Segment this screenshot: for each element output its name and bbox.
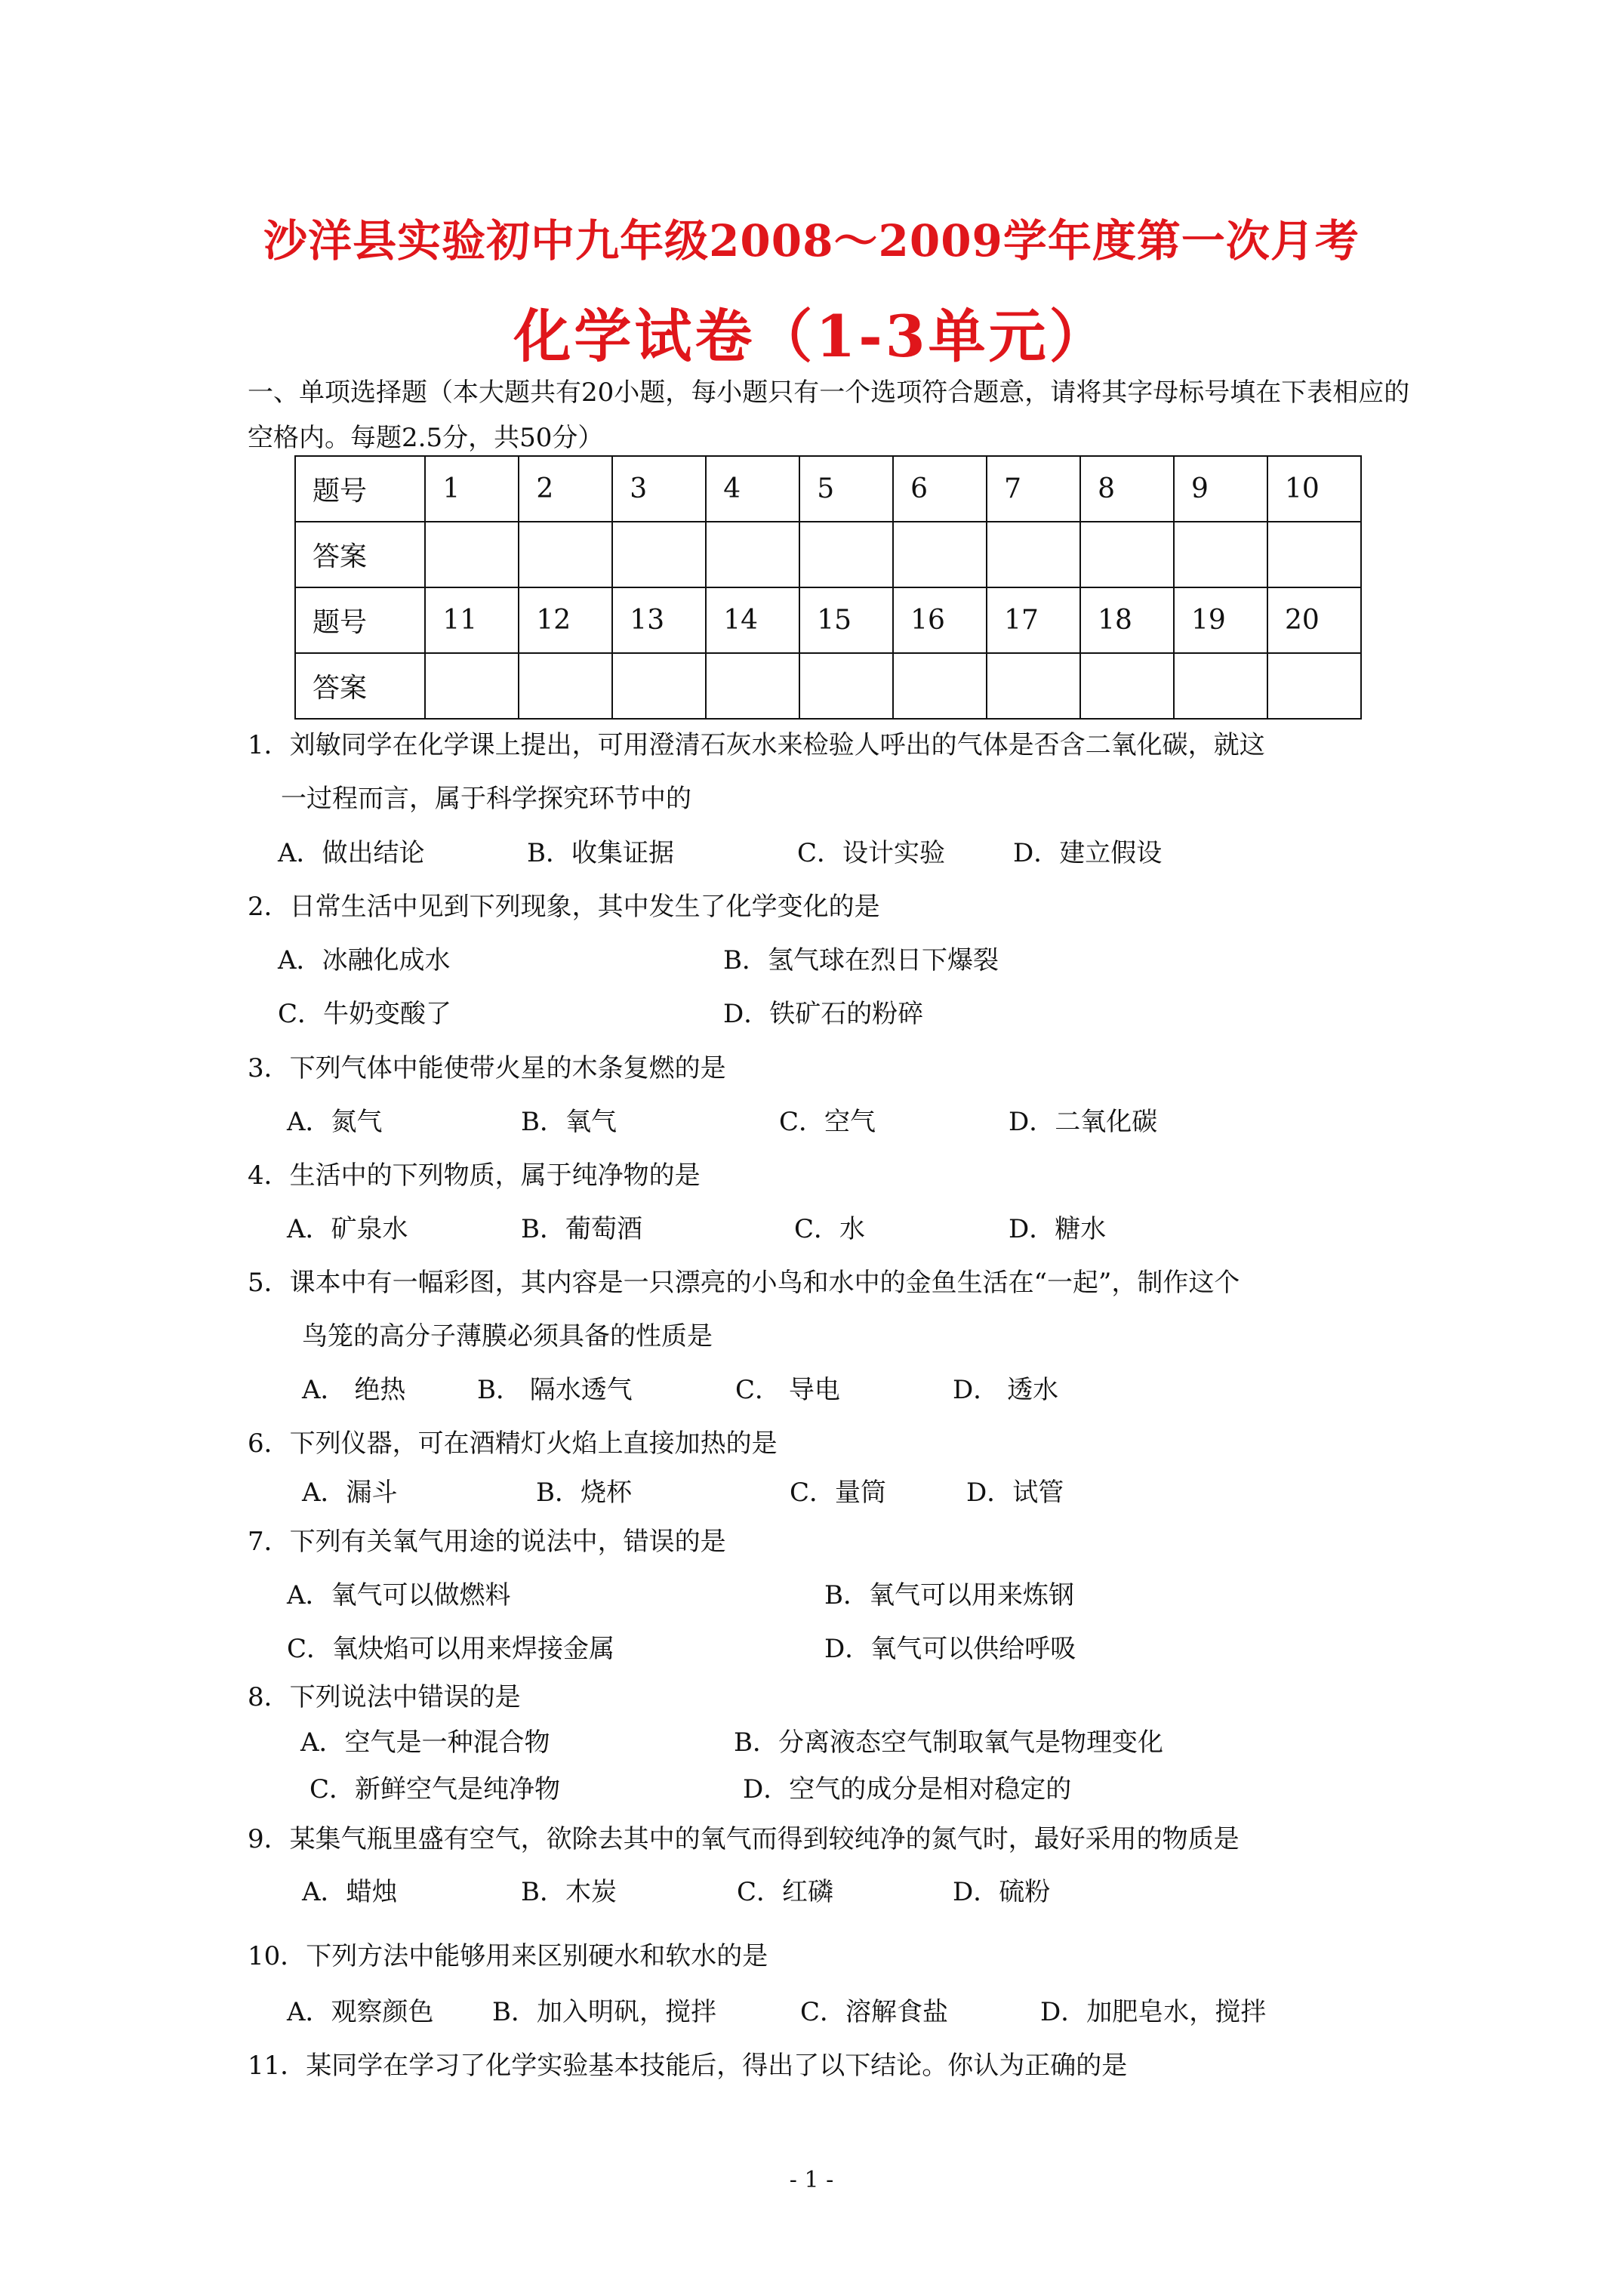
answer-cell[interactable] bbox=[1174, 522, 1267, 587]
answer-cell[interactable] bbox=[425, 522, 519, 587]
option-b[interactable]: B．氧气可以用来炼钢 bbox=[824, 1580, 1074, 1610]
question-10-stem: 10．下列方法中能够用来区别硬水和软水的是 bbox=[248, 1941, 768, 1971]
question-number-cell: 14 bbox=[706, 587, 799, 653]
answer-cell[interactable] bbox=[519, 522, 612, 587]
question-number-cell: 3 bbox=[612, 456, 706, 522]
option-a[interactable]: A．做出结论 bbox=[278, 838, 425, 868]
answer-cell[interactable] bbox=[987, 653, 1080, 719]
option-a[interactable]: A．观察颜色 bbox=[287, 1997, 434, 2027]
question-9-stem: 9．某集气瓶里盛有空气，欲除去其中的氧气而得到较纯净的氮气时，最好采用的物质是 bbox=[248, 1824, 1240, 1854]
answer-cell[interactable] bbox=[1080, 653, 1174, 719]
question-number-cell: 9 bbox=[1174, 456, 1267, 522]
question-number-cell: 10 bbox=[1267, 456, 1361, 522]
question-6-stem: 6．下列仪器，可在酒精灯火焰上直接加热的是 bbox=[248, 1428, 778, 1459]
row-label: 题号 bbox=[295, 587, 425, 653]
question-1-stem: 1．刘敏同学在化学课上提出，可用澄清石灰水来检验人呼出的气体是否含二氧化碳，就这 bbox=[248, 730, 1265, 760]
question-number-cell: 7 bbox=[987, 456, 1080, 522]
exam-title-line2: 化学试卷（1-3单元） bbox=[513, 303, 1110, 370]
answer-cell[interactable] bbox=[893, 653, 987, 719]
option-c[interactable]: C．红磷 bbox=[737, 1877, 834, 1907]
question-number-cell: 19 bbox=[1174, 587, 1267, 653]
question-4-stem: 4．生活中的下列物质，属于纯净物的是 bbox=[248, 1160, 701, 1191]
question-5-stem-cont: 鸟笼的高分子薄膜必须具备的性质是 bbox=[302, 1321, 713, 1351]
option-b[interactable]: B．分离液态空气制取氧气是物理变化 bbox=[734, 1727, 1163, 1758]
option-a[interactable]: A．漏斗 bbox=[302, 1478, 398, 1508]
question-number-cell: 13 bbox=[612, 587, 706, 653]
option-b[interactable]: B．氧气 bbox=[521, 1107, 617, 1137]
option-d[interactable]: D．空气的成分是相对稳定的 bbox=[743, 1774, 1072, 1804]
option-a[interactable]: A．冰融化成水 bbox=[278, 945, 451, 975]
question-1-stem-cont: 一过程而言，属于科学探究环节中的 bbox=[281, 784, 691, 814]
question-number-cell: 5 bbox=[799, 456, 893, 522]
question-number-cell: 4 bbox=[706, 456, 799, 522]
question-5-stem: 5．课本中有一幅彩图，其内容是一只漂亮的小鸟和水中的金鱼生活在“一起”，制作这个 bbox=[248, 1268, 1240, 1298]
answer-cell[interactable] bbox=[612, 653, 706, 719]
answer-cell[interactable] bbox=[1267, 522, 1361, 587]
option-c[interactable]: C．新鲜空气是纯净物 bbox=[310, 1774, 561, 1804]
question-number-cell: 15 bbox=[799, 587, 893, 653]
section-intro: 一、单项选择题（本大题共有20小题，每小题只有一个选项符合题意，请将其字母标号填在下表相应的空格内。每题2.5分，共50分） bbox=[248, 378, 1410, 453]
option-b[interactable]: B．氢气球在烈日下爆裂 bbox=[723, 945, 999, 975]
option-d[interactable]: D．氧气可以供给呼吸 bbox=[824, 1634, 1076, 1664]
question-11-stem: 11．某同学在学习了化学实验基本技能后，得出了以下结论。你认为正确的是 bbox=[248, 2051, 1128, 2081]
question-number-cell: 8 bbox=[1080, 456, 1174, 522]
row-label: 答案 bbox=[295, 653, 425, 719]
option-c[interactable]: C．水 bbox=[794, 1214, 866, 1244]
option-d[interactable]: D．试管 bbox=[966, 1478, 1064, 1508]
answer-cell[interactable] bbox=[519, 653, 612, 719]
question-3-stem: 3．下列气体中能使带火星的木条复燃的是 bbox=[248, 1053, 726, 1083]
question-2-stem: 2．日常生活中见到下列现象，其中发生了化学变化的是 bbox=[248, 892, 880, 922]
answer-cell[interactable] bbox=[1174, 653, 1267, 719]
option-a[interactable]: A．氮气 bbox=[287, 1107, 383, 1137]
question-number-cell: 6 bbox=[893, 456, 987, 522]
row-label: 题号 bbox=[295, 456, 425, 522]
option-c[interactable]: C． 导电 bbox=[735, 1375, 840, 1405]
answer-cell[interactable] bbox=[1267, 653, 1361, 719]
table-row bbox=[295, 653, 1361, 719]
option-a[interactable]: A． 绝热 bbox=[302, 1375, 406, 1405]
table-row bbox=[295, 456, 1361, 522]
question-number-cell: 18 bbox=[1080, 587, 1174, 653]
answer-cell[interactable] bbox=[425, 653, 519, 719]
option-b[interactable]: B．烧杯 bbox=[536, 1478, 632, 1508]
option-a[interactable]: A．氧气可以做燃料 bbox=[287, 1580, 511, 1610]
option-b[interactable]: B． 隔水透气 bbox=[477, 1375, 633, 1405]
answer-cell[interactable] bbox=[706, 522, 799, 587]
answer-cell[interactable] bbox=[1080, 522, 1174, 587]
option-d[interactable]: D．铁矿石的粉碎 bbox=[723, 999, 924, 1029]
question-number-cell: 1 bbox=[425, 456, 519, 522]
option-c[interactable]: C．设计实验 bbox=[797, 838, 946, 868]
option-b[interactable]: B．收集证据 bbox=[527, 838, 674, 868]
option-a[interactable]: A．空气是一种混合物 bbox=[300, 1727, 550, 1758]
option-b[interactable]: B．木炭 bbox=[521, 1877, 617, 1907]
option-a[interactable]: A．蜡烛 bbox=[302, 1877, 398, 1907]
option-b[interactable]: B．葡萄酒 bbox=[521, 1214, 642, 1244]
answer-cell[interactable] bbox=[987, 522, 1080, 587]
table-row bbox=[295, 587, 1361, 653]
answer-cell[interactable] bbox=[799, 522, 893, 587]
option-c[interactable]: C．量筒 bbox=[790, 1478, 887, 1508]
question-number-cell: 16 bbox=[893, 587, 987, 653]
question-7-stem: 7．下列有关氧气用途的说法中，错误的是 bbox=[248, 1527, 726, 1557]
option-c[interactable]: C．空气 bbox=[779, 1107, 876, 1137]
option-d[interactable]: D．糖水 bbox=[1009, 1214, 1107, 1244]
table-row bbox=[295, 522, 1361, 587]
answer-table bbox=[294, 455, 1362, 720]
option-d[interactable]: D．建立假设 bbox=[1013, 838, 1163, 868]
page-number: - 1 - bbox=[789, 2167, 834, 2193]
answer-cell[interactable] bbox=[706, 653, 799, 719]
exam-title-line1: 沙洋县实验初中九年级2008～2009学年度第一次月考 bbox=[263, 215, 1360, 267]
option-c[interactable]: C．氧炔焰可以用来焊接金属 bbox=[287, 1634, 615, 1664]
row-label: 答案 bbox=[295, 522, 425, 587]
option-a[interactable]: A．矿泉水 bbox=[287, 1214, 408, 1244]
option-c[interactable]: C．溶解食盐 bbox=[800, 1997, 949, 2027]
question-number-cell: 11 bbox=[425, 587, 519, 653]
option-c[interactable]: C．牛奶变酸了 bbox=[278, 999, 452, 1029]
option-d[interactable]: D．加肥皂水，搅拌 bbox=[1040, 1997, 1267, 2027]
question-number-cell: 12 bbox=[519, 587, 612, 653]
answer-cell[interactable] bbox=[893, 522, 987, 587]
question-number-cell: 17 bbox=[987, 587, 1080, 653]
question-number-cell: 20 bbox=[1267, 587, 1361, 653]
option-d[interactable]: D．硫粉 bbox=[953, 1877, 1051, 1907]
answer-cell[interactable] bbox=[612, 522, 706, 587]
answer-cell[interactable] bbox=[799, 653, 893, 719]
question-number-cell: 2 bbox=[519, 456, 612, 522]
option-b[interactable]: B．加入明矾，搅拌 bbox=[492, 1997, 716, 2027]
question-8-stem: 8．下列说法中错误的是 bbox=[248, 1682, 521, 1712]
option-d[interactable]: D． 透水 bbox=[953, 1375, 1059, 1405]
option-d[interactable]: D．二氧化碳 bbox=[1009, 1107, 1158, 1137]
